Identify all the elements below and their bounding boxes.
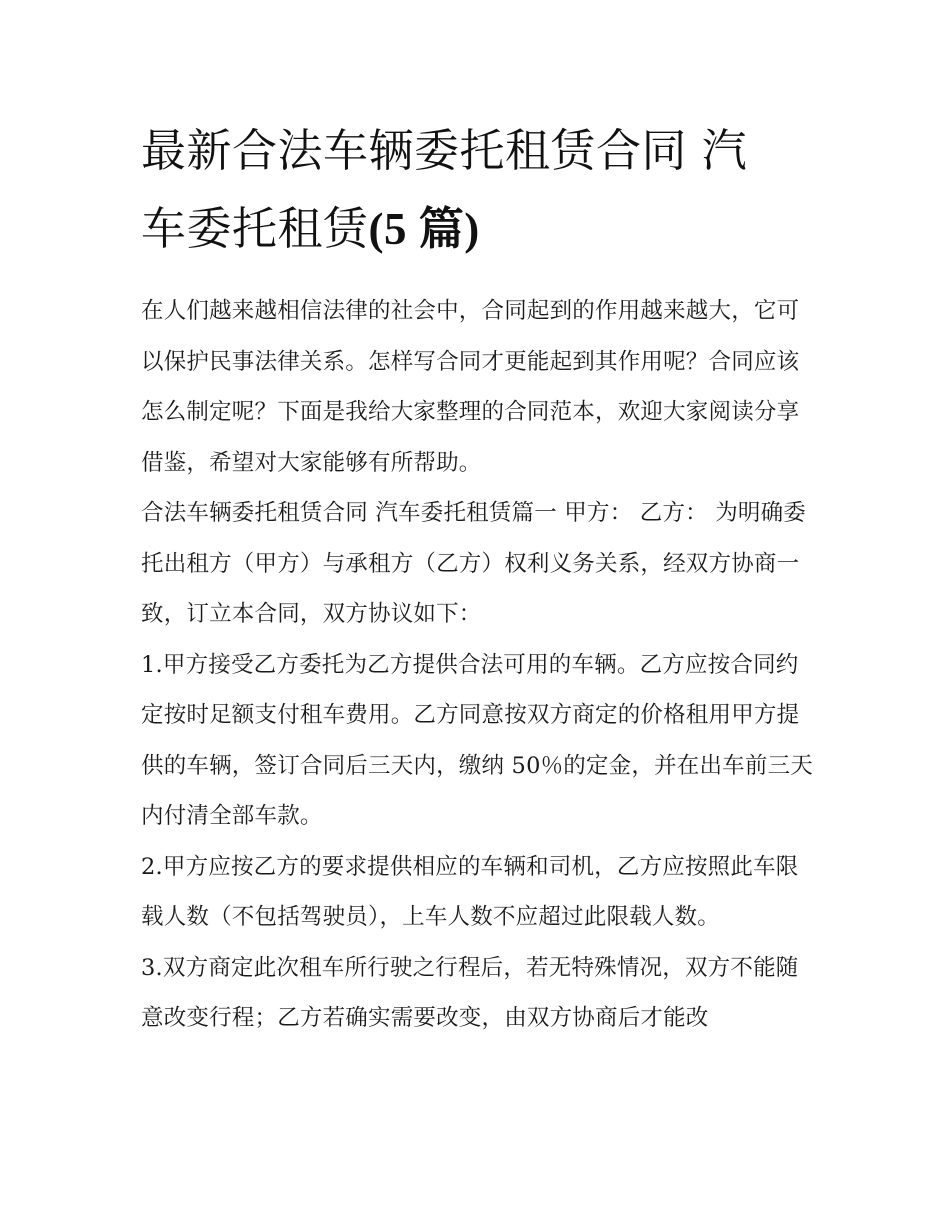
document-body [141,112,813,1044]
paragraph-contract-intro: 合法车辆委托租赁合同 汽车委托租赁篇一 甲方： 乙方： 为明确委托出租方（甲方）与承租方（乙方）权利义务关系，经双方协商一致，订立本合同，双方协议如下： [141,500,807,627]
paragraph-clause-2: 2.甲方应按乙方的要求提供相应的车辆和司机，乙方应按照此车限载人数（不包括驾驶员），上车人数不应超过此限载人数。 [141,853,799,930]
title-line-1: 最新合法车辆委托租赁合同 汽 [141,124,748,177]
title-line-2: 车委托租赁 [141,202,369,255]
document-title [141,112,813,268]
paragraph-intro: 在人们越来越相信法律的社会中，合同起到的作用越来越大，它可以保护民事法律关系。怎样写合同才更能起到其作用呢？合同应该怎么制定呢？下面是我给大家整理的合同范本，欢迎大家阅读分享借鉴，希望对大家能够有所帮助。 [141,298,800,476]
title-count: (5 篇) [368,204,480,254]
paragraph-clause-1: 1.甲方接受乙方委托为乙方提供合法可用的车辆。乙方应按合同约定按时足额支付租车费用。乙方同意按双方商定的价格租用甲方提供的车辆，签订合同后三天内，缴纳 50％的定金，并在出车前三天内付清全部车款。 [141,651,813,829]
paragraph-clause-3: 3.双方商定此次租车所行驶之行程后，若无特殊情况，双方不能随意改变行程；乙方若确实需要改变，由双方协商后才能改 [141,954,799,1031]
